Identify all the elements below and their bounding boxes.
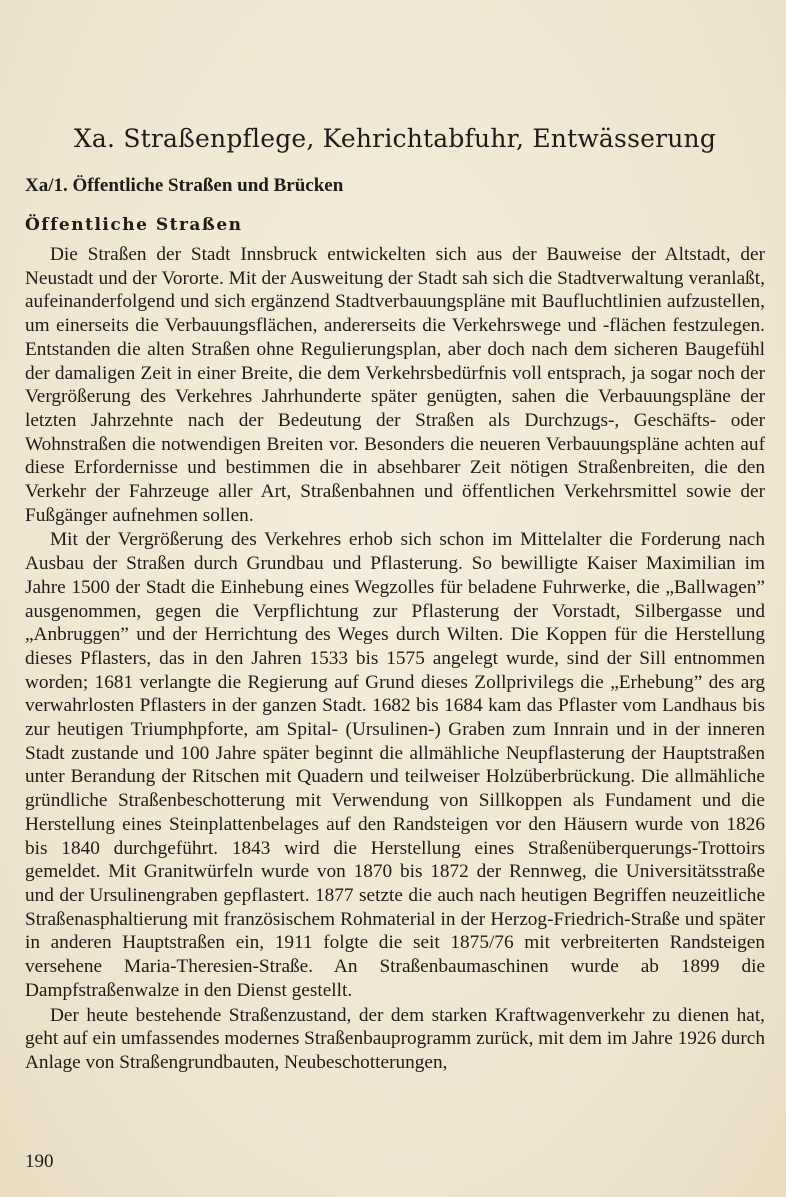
chapter-title: Xa. Straßenpflege, Kehrichtabfuhr, Entwässerung [73,124,717,153]
paragraph: Die Straßen der Stadt Innsbruck entwickelten sich aus der Bauweise der Altstadt, der Neustadt und der Vororte. Mit der Ausweitung der Stadt sah sich die Stadtverwaltung veranlaßt, aufeinanderfolgend und sich ergänzend Stadtverbauungspläne mit Baufluchtlinien aufzustellen, um einerseits die Verbauungsflächen, andererseits die Verkehrswege und -flächen festzulegen. Entstanden die alten Straßen ohne Regulierungsplan, aber doch nach dem sicheren Baugefühl der damaligen Zeit in einer Breite, die dem Verkehrsbedürfnis voll entsprach, ja sogar noch der Vergrößerung des Verkehres Jahrhunderte später genügten, sahen die Verbauungspläne der letzten Jahrzehnte nach der Bedeutung der Straßen als Durchzugs-, Geschäfts- oder Wohnstraßen die notwendigen Breiten vor. Besonders die neueren Verbauungspläne achten auf diese Erfordernisse und bestimmen die in absehbarer Zeit nötigen Straßenbreiten, die den Verkehr der Fahrzeuge aller Art, Straßenbahnen und öffentlichen Verkehrsmittel sowie der Fußgänger aufnehmen sollen. [25,244,765,526]
paragraph: Der heute bestehende Straßenzustand, der dem starken Kraftwagenverkehr zu dienen hat, geht auf ein umfassendes modernes Straßenbauprogramm zurück, mit dem im Jahre 1926 durch Anlage von Straßengrundbauten, Neubeschotterungen, [25,1004,765,1073]
paragraph: Mit der Vergrößerung des Verkehres erhob sich schon im Mittelalter die Forderung nach Ausbau der Straßen durch Grundbau und Pflasterung. So bewilligte Kaiser Maximilian im Jahre 1500 der Stadt die Einhebung eines Wegzolles für beladene Fuhrwerke, die „Ballwagen” ausgenommen, gegen die Verpflichtung zur Pflasterung der Vorstadt, Silbergasse und „Anbruggen” und der Herrichtung des Weges durch Wilten. Die Koppen für die Herstellung dieses Pflasters, das in den Jahren 1533 bis 1575 angelegt wurde, sind der Sill entnommen worden; 1681 verlangte die Regierung auf Grund dieses Zollprivilegs die „Erhebung” des arg verwahrlosten Pflasters in der ganzen Stadt. 1682 bis 1684 kam das Pflaster vom Landhaus bis zur heutigen Triumphpforte, am Spital- (Ursulinen-) Graben zum Innrain und in der inneren Stadt zustande und 100 Jahre später beginnt die allmähliche Neupflasterung der Hauptstraßen unter Berandung der Ritschen mit Quadern und teilweiser Holzüberbrückung. Die allmähliche gründliche Straßenbeschotterung mit Verwendung von Sillkoppen als Fundament und die Herstellung eines Steinplattenbelages auf den Randsteigen vor den Häusern wurde von 1826 bis 1840 durchgeführt. 1843 wird die Herstellung eines Straßenüberquerungs-Trottoirs gemeldet. Mit Granitwürfeln wurde von 1870 bis 1872 der Rennweg, die Universitätsstraße und der Ursulinengraben gepflastert. 1877 setzte die auch nach heutigen Begriffen neuzeitliche Straßenasphaltierung mit französischem Rohmaterial in der Herzog-Friedrich-Straße und später in anderen Hauptstraßen ein, 1911 folgte die seit 1875/76 mit verbreiterten Randsteigen versehene Maria-Theresien-Straße. An Straßenbaumaschinen wurde ab 1899 die Dampfstraßenwalze in den Dienst gestellt. [25,529,765,1001]
section-title: Xa/1. Öffentliche Straßen und Brücken [25,175,344,196]
page-content [25,124,765,1075]
page-number: 190 [25,1151,54,1172]
sub-title: Öffentliche Straßen [25,215,243,235]
